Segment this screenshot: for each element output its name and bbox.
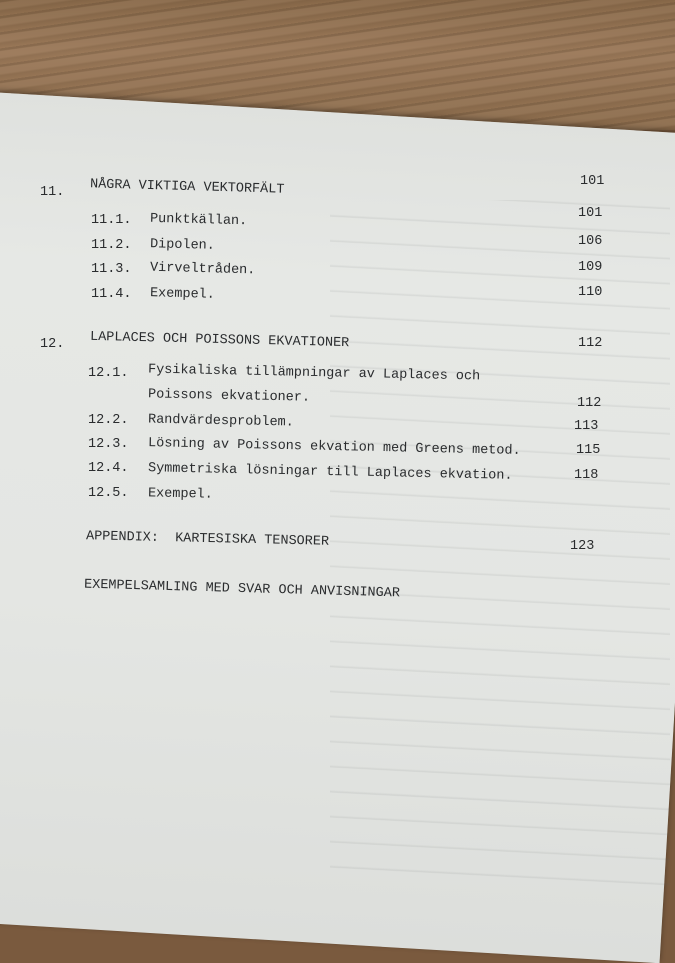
section-number: 11.3.	[91, 262, 132, 277]
section-title: Punktkällan.	[149, 211, 248, 230]
chapter-number: 12.	[40, 337, 65, 352]
section-number: 12.2.	[88, 413, 129, 428]
section-title: Virveltråden.	[149, 260, 256, 279]
chapter-number: 11.	[40, 185, 65, 200]
page-number: 118	[574, 468, 599, 483]
section-title: Randvärdesproblem.	[147, 412, 294, 431]
section-number: 11.4.	[91, 287, 132, 302]
section-title: Lösning av Poissons ekvation med Greens metod.	[147, 436, 521, 459]
page-number: 123	[570, 539, 595, 554]
section-number: 12.3.	[88, 437, 129, 452]
section-number: 12.5.	[88, 486, 129, 501]
page-number: 101	[580, 174, 605, 189]
chapter-title: NÅGRA VIKTIGA VEKTORFÄLT	[89, 177, 285, 198]
page-number: 113	[574, 419, 599, 434]
section-title: Symmetriska lösningar till Laplaces ekvation.	[147, 461, 513, 484]
section-title: Dipolen.	[149, 237, 215, 254]
page-number: 101	[578, 206, 603, 221]
page-number: 109	[578, 260, 603, 275]
page-number: 106	[578, 234, 603, 249]
chapter-title: LAPLACES OCH POISSONS EKVATIONER	[89, 329, 350, 352]
section-title-continued: Poissons ekvationer.	[147, 387, 311, 406]
section-number: 11.2.	[91, 238, 132, 253]
section-title: Exempel.	[149, 286, 215, 303]
page-number: 110	[578, 285, 603, 300]
section-title: Exempel.	[147, 486, 213, 503]
page-number: 112	[577, 396, 602, 411]
appendix-title: APPENDIX: KARTESISKA TENSORER	[85, 529, 330, 550]
exercises-title: EXEMPELSAMLING MED SVAR OCH ANVISNINGAR	[83, 577, 401, 602]
page-number: 112	[578, 336, 603, 351]
page-number: 115	[576, 443, 601, 458]
section-number: 11.1.	[91, 213, 132, 228]
section-number: 12.4.	[88, 461, 129, 476]
section-title: Fysikaliska tillämpningar av Laplaces och	[147, 362, 481, 385]
section-number: 12.1.	[88, 366, 129, 381]
